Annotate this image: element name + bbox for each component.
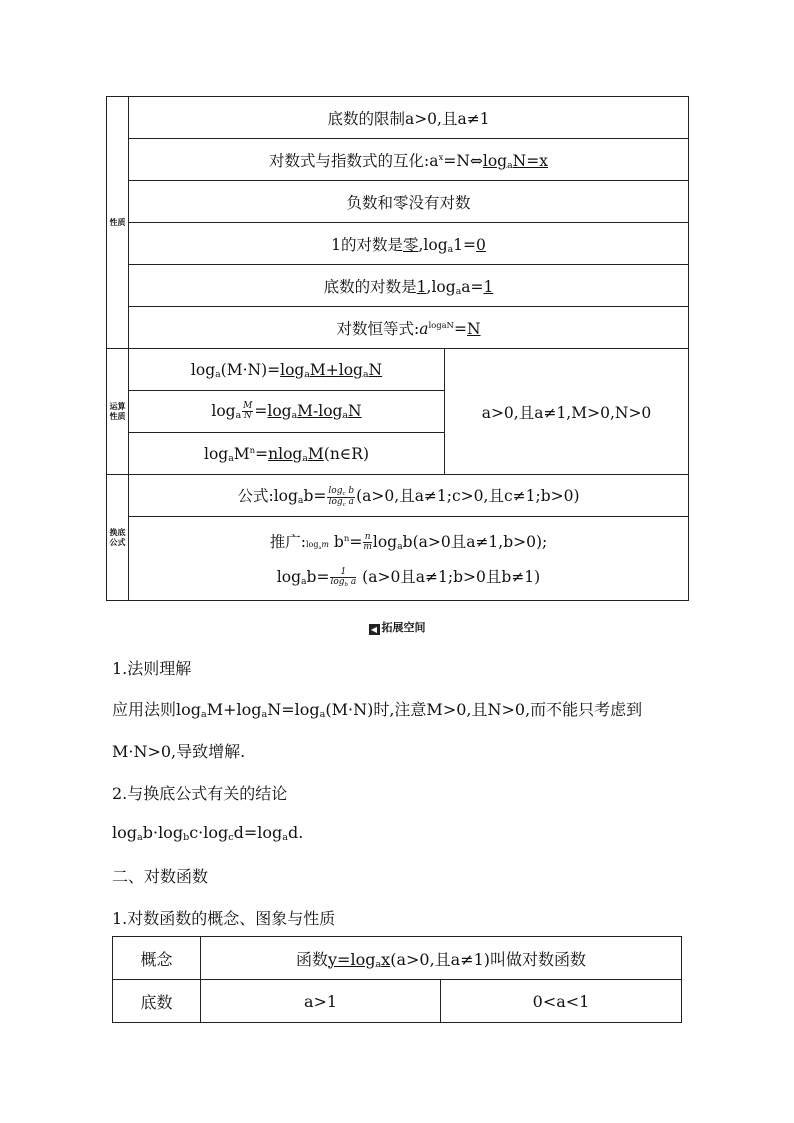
corollary-reciprocal: $\log_ab=$ $\frac{1}{\log_b a}$ (a>0且a≠1;b>0且b≠1): [276, 566, 541, 588]
base-greater-than-one: a>1: [201, 980, 441, 1023]
para-change-base-body: $\log_ab\cdot\log_bc\cdot\log_cd=\log_ad$.: [112, 823, 304, 843]
para-log-function-title: 1.对数函数的概念、图象与性质: [112, 909, 336, 928]
base-between-zero-one: 0<a<1: [441, 980, 682, 1023]
row-log-of-base: 底数的对数是$1,\log_aa=1$: [129, 265, 689, 307]
section-heading-log-function: 二、对数函数: [112, 867, 209, 886]
row-base-restriction: 底数的限制a>0,且a≠1: [129, 97, 689, 139]
operations-condition: a>0,且a≠1,M>0,N>0: [445, 349, 689, 475]
row-log-of-one: 1的对数是零$,\log_a1=0$: [129, 223, 689, 265]
para-rule-body: 应用法则$\log_aM+\log_aN=\log_a(M\cdot N)$时,注意M>0,且N>0,而不能只考虑到: [112, 700, 643, 720]
para-change-base-title: 2.与换底公式有关的结论: [112, 784, 288, 803]
group-operations-label: 运算性质: [107, 349, 129, 475]
row-product-rule: $\log_a(M\cdot N)=\log_aM+\log_aN$: [129, 349, 445, 391]
concept-definition: 函数$y=\log_ax(a>0$,且a≠1)叫做对数函数: [201, 937, 682, 980]
corollary-generalized: 推广$:\log_am$ $b^n=$ $\frac{n}{m}$ $\log_ab(a>0$且a≠1,b>0);: [269, 531, 548, 553]
row-change-base-formula: 公式$:\log_ab=$ $\frac{\log_c b}{\log_c a}$ (a>0,且a≠1;c>0,且c≠1;b>0): [129, 475, 689, 517]
speaker-icon: ◀: [369, 624, 380, 635]
group-properties-label: 性质: [107, 97, 129, 349]
row-change-base-corollaries: [129, 517, 689, 601]
log-properties-table: [106, 96, 689, 601]
base-label: 底数: [113, 980, 201, 1023]
row-log-exp-conversion: 对数式与指数式的互化$:a^x=N\Leftrightarrow\log_aN=x$: [129, 139, 689, 181]
para-rule-title: 1.法则理解: [112, 659, 192, 678]
row-quotient-rule: $\log_a$ $\frac{M}{N}$ $=\log_aM-\log_aN$: [129, 391, 445, 433]
concept-label: 概念: [113, 937, 201, 980]
row-log-identity: 对数恒等式$:a^{logaN}=N$: [129, 307, 689, 349]
section-label-extension: ◀ 拓展空间: [0, 619, 794, 635]
row-power-rule: $\log_aM^n=nlog_aM(n\in R)$: [129, 433, 445, 475]
log-function-table: [112, 936, 682, 1023]
row-no-log-negative-zero: 负数和零没有对数: [129, 181, 689, 223]
para-rule-body-2: M·N>0,导致增解.: [112, 742, 246, 761]
group-change-base-label: 换底公式: [107, 475, 129, 601]
